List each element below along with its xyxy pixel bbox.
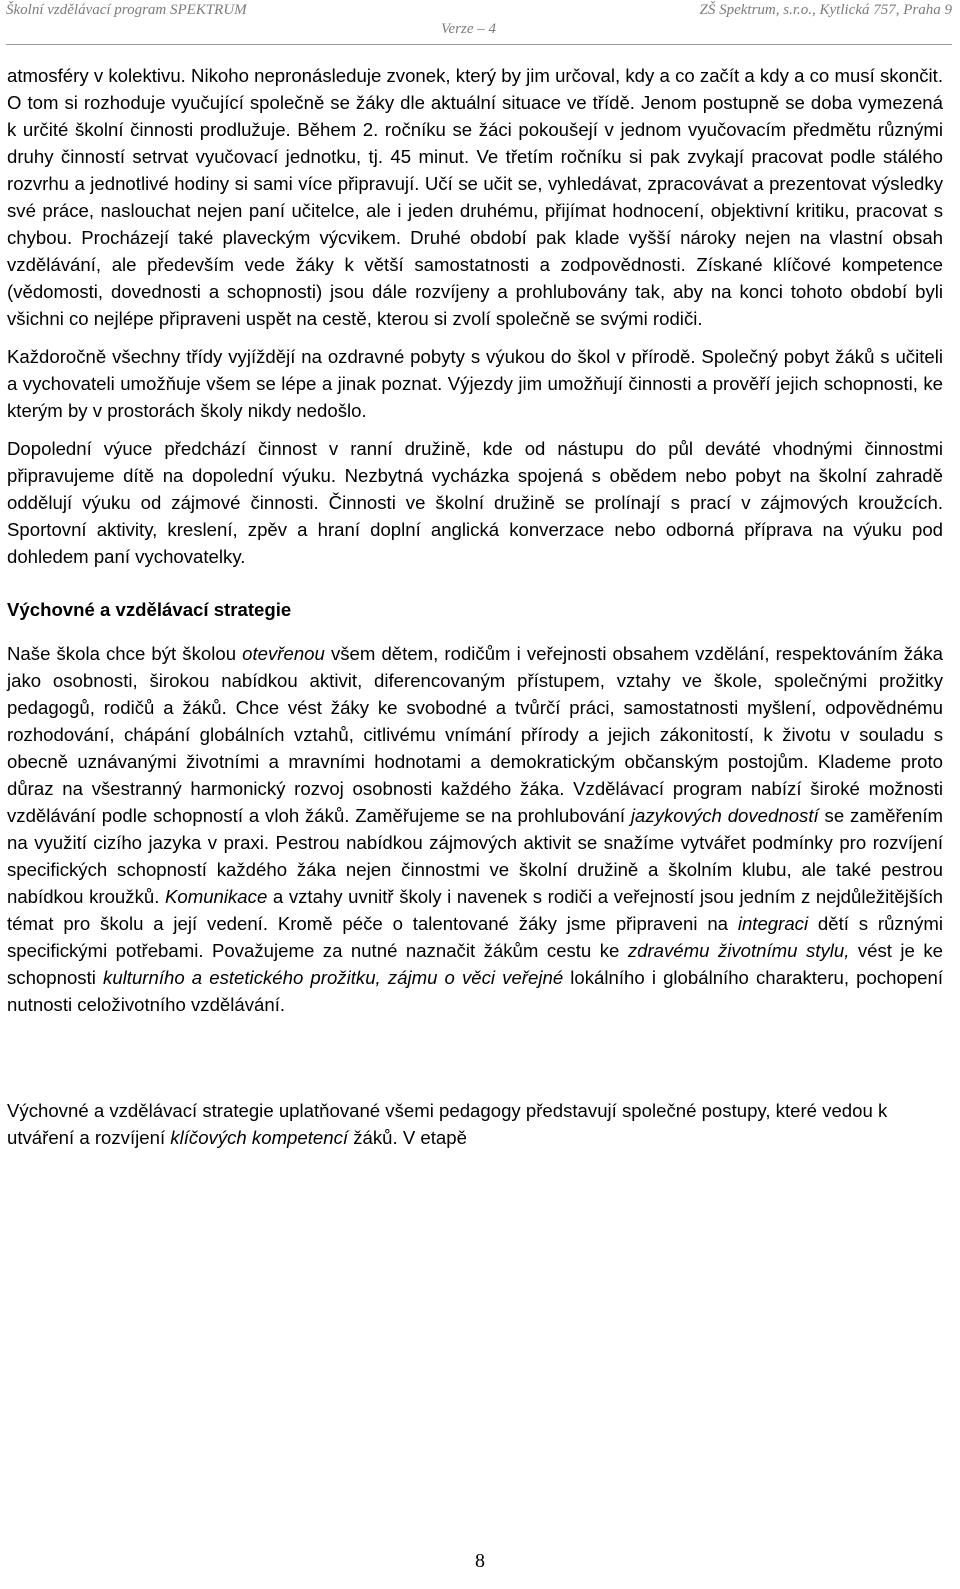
- emphasis-integration: integraci: [737, 913, 809, 934]
- text-segment: se zaměřením na využití cizího jazyka v praxi. Pestrou nabídkou zájmových aktivit se snažíme vytvářet podmínky pro rozvíjení specifických schopností každého žáka nejen činnostmi ve školní družině a školním klubu, ale také pestrou nabídkou kroužků.: [7, 805, 944, 907]
- emphasis-open: otevřenou: [242, 643, 325, 664]
- paragraph-school-atmosphere: atmosféry v kolektivu. Nikoho nepronásleduje zvonek, který by jim určoval, kdy a co začít a kdy a co musí skončit. O tom si rozhoduje vyučující společně se žáky dle aktuální situace ve třídě. Jenom postupně se doba vymezená k určité školní činnosti prodlužuje. Během 2. ročníku se žáci pokoušejí v jednom vyučovacím předmětu různými druhy činností setrvat vyučovací jednotku, tj. 45 minut. Ve třetím ročníku si pak zvykají pracovat podle stálého rozvrhu a jednotlivé hodiny si sami více připravují. Učí se učit se, vyhledávat, zpracovávat a prezentovat výsledky své práce, naslouchat nejen paní učitelce, ale i jeden druhému, přijímat hodnocení, objektivní kritiku, pracovat s chybou. Procházejí také plaveckým výcvikem. Druhé období pak klade vyšší nároky nejen na vlastní obsah vzdělávání, ale především vede žáky k větší samostatnosti a zodpovědnosti. Získané klíčové kompetence (vědomosti, dovednosti a schopnosti) jsou dále rozvíjeny a prohlubovány tak, aby na konci tohoto období byli všichni co nejlépe připraveni uspět na cestě, kterou si zvolí společně se svými rodiči.: [7, 65, 943, 329]
- document-body: [7, 62, 943, 1151]
- paragraph-open-school: [7, 640, 943, 1018]
- text-segment: Naše škola chce být školou: [7, 643, 243, 664]
- page-number: 8: [475, 1550, 485, 1572]
- text-segment: Výchovné a vzdělávací strategie uplatňované všemi pedagogy představují společné postupy, které vedou k utváření a rozvíjení: [7, 1100, 888, 1148]
- emphasis-key-competences: klíčových kompetencí: [170, 1127, 349, 1148]
- text-segment: a vztahy uvnitř školy i navenek s rodiči a veřejností jsou jedním z nejdůležitějších témat pro školu a její vedení. Kromě péče o talentované žáky jsme připraveni na: [7, 886, 943, 934]
- text-segment: všem dětem, rodičům i veřejnosti obsahem vzdělání, respektováním žáka jako osobnosti, širokou nabídkou aktivit, diferencovaným přístupem, vztahy ve škole, společnými prožitky pedagogů, rodičů a žáků. Chce vést žáky ke svobodné a tvůrčí práci, samostatnosti myšlení, odpovědnému rozhodování, chápání globálních vztahů, citlivému vnímání přírody a jejich zákonitostí, k životu v souladu s obecně uznávanými životními a mravními hodnotami a demokratickým občanským postojům. Klademe proto důraz na všestranný harmonický rozvoj osobnosti každého žáka. Vzdělávací program nabízí široké možnosti vzdělávání podle schopností a vloh žáků. Zaměřujeme se na prohlubování: [7, 643, 943, 826]
- header-school-address: ZŠ Spektrum, s.r.o., Kytlická 757, Praha 9: [699, 2, 952, 18]
- page-header: [0, 0, 960, 46]
- paragraph-nature-school-stays: Každoročně všechny třídy vyjíždějí na ozdravné pobyty s výukou do škol v přírodě. Společný pobyt žáků s učiteli a vychovateli umožňuje všem se lépe a jinak poznat. Výjezdy jim umožňují činnosti a prověří jejich schopnosti, ke kterým by v prostorách školy nikdy nedošlo.: [7, 346, 943, 421]
- header-version: Verze – 4: [441, 21, 496, 37]
- emphasis-cultural-experience: kulturního a estetického prožitku, zájmu o věci veřejné: [103, 967, 564, 988]
- header-school-program: Školní vzdělávací program SPEKTRUM: [6, 2, 247, 18]
- section-heading: Výchovné a vzdělávací strategie: [7, 599, 292, 620]
- emphasis-language-skills: jazykových dovedností: [630, 805, 819, 826]
- header-divider: [6, 44, 952, 45]
- emphasis-communication: Komunikace: [164, 886, 268, 907]
- text-segment: lokálního i globálního charakteru, pochopení nutnosti celoživotního vzdělávání.: [7, 967, 943, 1015]
- paragraph-strategies: [7, 1097, 943, 1151]
- text-segment: dětí s různými specifickými potřebami. Považujeme za nutné naznačit žákům cestu ke: [7, 913, 943, 961]
- emphasis-healthy-lifestyle: zdravému životnímu stylu,: [627, 940, 850, 961]
- paragraph-morning-club: Dopolední výuce předchází činnost v ranní družině, kde od nástupu do půl deváté vhodnými činnostmi připravujeme dítě na dopolední výuku. Nezbytná vycházka spojená s obědem nebo pobyt na školní zahradě oddělují výuku od zájmové činnosti. Činnosti ve školní družině se prolínají s prací v zájmových kroužcích. Sportovní aktivity, kreslení, zpěv a hraní doplní anglická konverzace nebo odborná příprava na výuku pod dohledem paní vychovatelky.: [7, 438, 943, 567]
- text-segment: žáků. V etapě: [348, 1127, 467, 1148]
- text-segment: vést je ke schopnosti: [7, 940, 943, 988]
